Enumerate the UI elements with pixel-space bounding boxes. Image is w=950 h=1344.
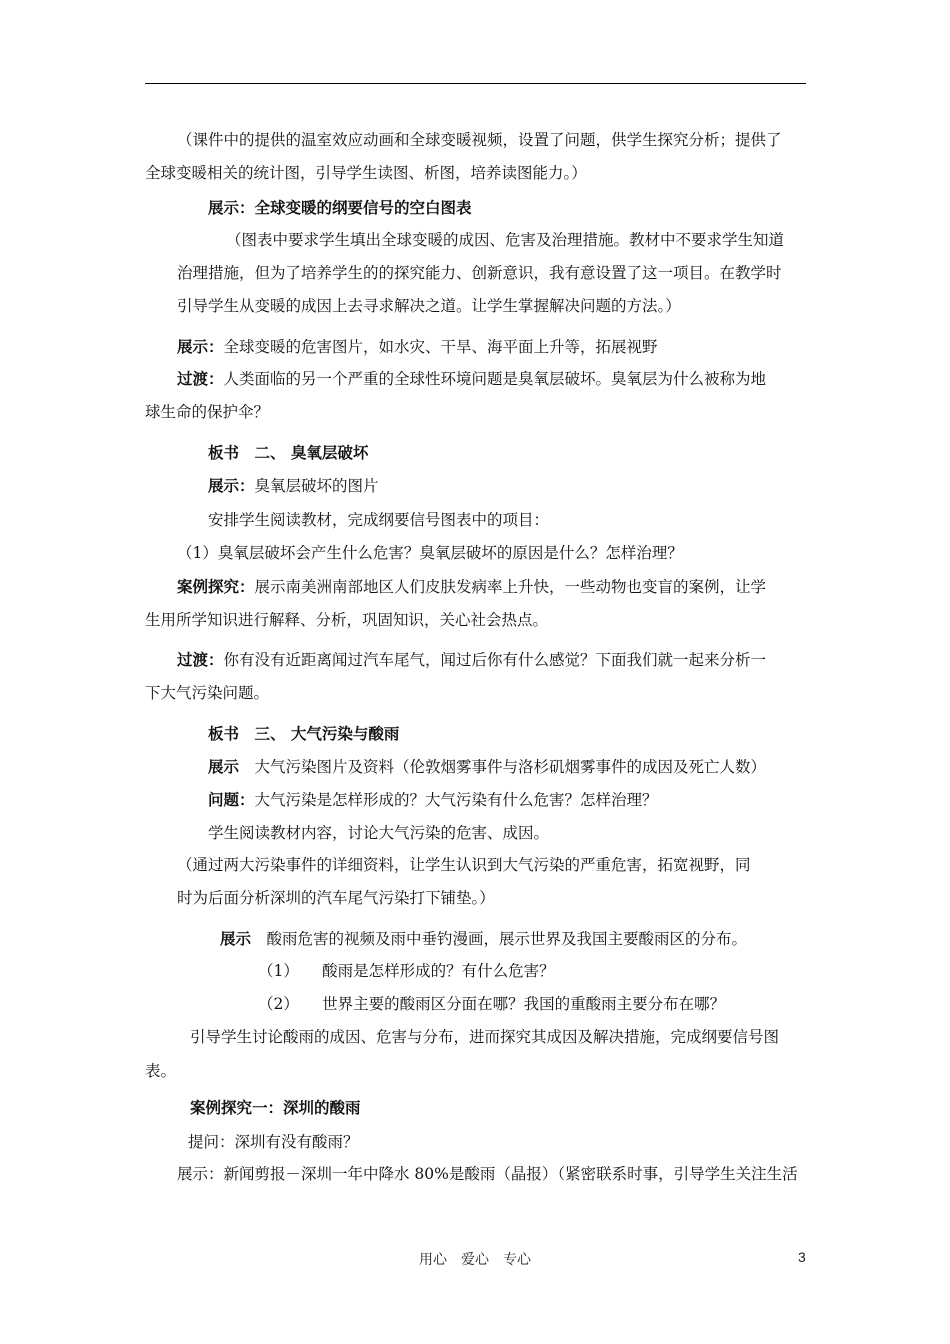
bold-label: 展示	[220, 930, 252, 948]
header-rule	[145, 83, 806, 84]
bold-label: 展示：全球变暖的纲要信号的空白图表	[208, 199, 472, 217]
text-line	[190, 1098, 361, 1118]
line-text: 臭氧层破坏的图片	[254, 477, 379, 495]
line-text: 人类面临的另一个严重的全球性环境问题是臭氧层破坏。臭氧层为什么被称为地	[223, 370, 767, 388]
text-line	[208, 443, 368, 463]
line-text: 学生阅读教材内容，讨论大气污染的危害、成因。	[208, 824, 550, 842]
line-text: 下大气污染问题。	[145, 684, 270, 702]
line-text: （课件中的提供的温室效应动画和全球变暖视频，设置了问题，供学生探究分析；提供了	[177, 131, 782, 149]
line-text: （通过两大污染事件的详细资料，让学生认识到大气污染的严重危害，拓宽视野，同	[177, 856, 751, 874]
text-line	[177, 369, 766, 389]
line-text: 全球变暖相关的统计图，引导学生读图、析图，培养读图能力。）	[145, 164, 587, 182]
bold-label: 展示	[208, 758, 240, 776]
text-line	[220, 929, 747, 949]
text-line	[145, 610, 548, 630]
text-line	[208, 198, 472, 218]
bold-label: 案例探究一：深圳的酸雨	[190, 1099, 361, 1117]
line-text: （图表中要求学生填出全球变暖的成因、危害及治理措施。教材中不要求学生知道	[226, 231, 785, 249]
line-text: 展示：新闻剪报－深圳一年中降水 80%是酸雨（晶报）（紧密联系时事，引导学生关注生活	[177, 1165, 798, 1183]
text-line	[177, 1164, 798, 1184]
text-line	[177, 888, 495, 908]
line-text: （2） 世界主要的酸雨区分面在哪？我国的重酸雨主要分布在哪？	[258, 995, 726, 1013]
text-line	[177, 855, 751, 875]
line-text: 表。	[145, 1062, 177, 1080]
text-line	[177, 543, 683, 563]
bold-label: 展示：	[208, 477, 255, 495]
text-line	[188, 1132, 359, 1152]
bold-label: 问题：	[208, 791, 255, 809]
line-text: 提问：深圳有没有酸雨？	[188, 1133, 359, 1151]
text-line	[145, 163, 587, 183]
line-text: 展示南美洲南部地区人们皮肤发病率上升快，一些动物也变盲的案例，让学	[254, 578, 767, 596]
line-text: 你有没有近距离闻过汽车尾气，闻过后你有什么感觉？下面我们就一起来分析一	[223, 651, 767, 669]
text-line	[208, 790, 658, 810]
bold-label: 板书 二、 臭氧层破坏	[208, 444, 369, 462]
text-line	[177, 130, 782, 150]
page-footer: 用心 爱心 专心	[419, 1252, 531, 1268]
bold-label: 过渡：	[177, 370, 224, 388]
text-line	[177, 296, 681, 316]
text-line	[208, 476, 379, 496]
line-text: 球生命的保护伞？	[145, 403, 270, 421]
text-line	[208, 757, 766, 777]
text-line	[226, 230, 784, 250]
line-text: 时为后面分析深圳的汽车尾气污染打下铺垫。）	[177, 889, 495, 907]
text-line	[208, 724, 399, 744]
text-line	[208, 823, 549, 843]
text-line	[177, 263, 782, 283]
text-line	[258, 994, 725, 1014]
text-line	[190, 1027, 779, 1047]
line-text: 引导学生讨论酸雨的成因、危害与分布，进而探究其成因及解决措施，完成纲要信号图	[190, 1028, 780, 1046]
text-line	[258, 961, 555, 981]
line-text: 大气污染图片及资料（伦敦烟雾事件与洛杉矶烟雾事件的成因及死亡人数）	[239, 758, 767, 776]
line-text: 引导学生从变暖的成因上去寻求解决之道。让学生掌握解决问题的方法。）	[177, 297, 681, 315]
line-text: 生用所学知识进行解释、分析，巩固知识，关心社会热点。	[145, 611, 549, 629]
bold-label: 过渡：	[177, 651, 224, 669]
line-text: 全球变暖的危害图片，如水灾、干旱、海平面上升等，拓展视野	[223, 338, 658, 356]
text-line	[177, 577, 766, 597]
bold-label: 案例探究：	[177, 578, 255, 596]
line-text: 治理措施，但为了培养学生的的探究能力、创新意识，我有意设置了这一项目。在教学时	[177, 264, 782, 282]
line-text: （1）臭氧层破坏会产生什么危害？臭氧层破坏的原因是什么？怎样治理？	[177, 544, 683, 562]
text-line	[145, 683, 269, 703]
text-line	[177, 337, 658, 357]
line-text: （1） 酸雨是怎样形成的？有什么危害？	[258, 962, 555, 980]
text-line	[208, 510, 549, 530]
text-line	[177, 650, 766, 670]
line-text: 安排学生阅读教材，完成纲要信号图表中的项目：	[208, 511, 550, 529]
line-text: 大气污染是怎样形成的？大气污染有什么危害？怎样治理？	[254, 791, 658, 809]
text-line	[145, 1061, 176, 1081]
page-number: 3	[798, 1249, 806, 1265]
bold-label: 展示：	[177, 338, 224, 356]
text-line	[145, 402, 269, 422]
line-text: 酸雨危害的视频及雨中垂钓漫画，展示世界及我国主要酸雨区的分布。	[251, 930, 748, 948]
bold-label: 板书 三、 大气污染与酸雨	[208, 725, 400, 743]
